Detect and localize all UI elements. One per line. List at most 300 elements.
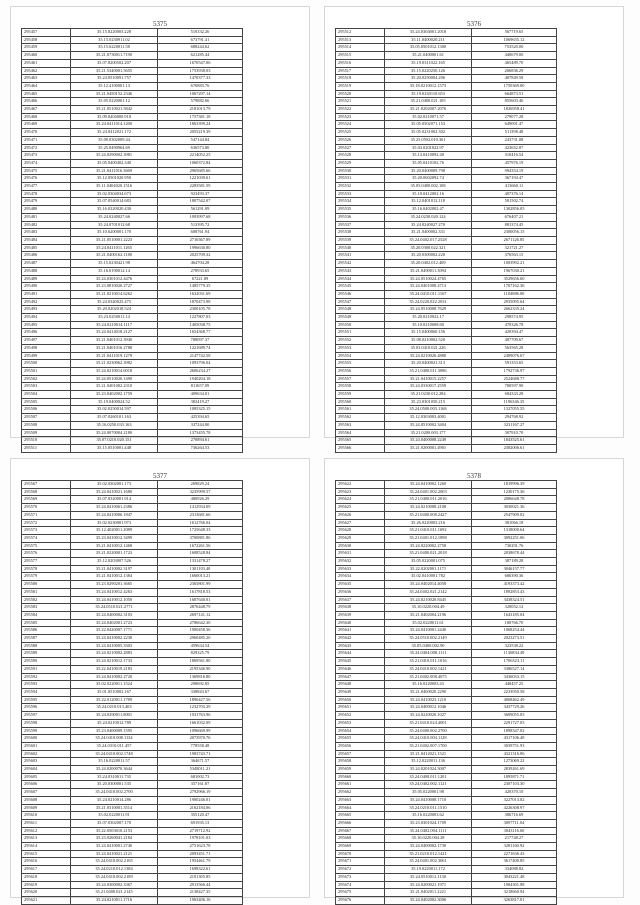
coordinate-cell: 35.24.0402.004.1111 [385,827,472,835]
value-cell: 2086648.78 [472,496,557,504]
coordinate-cell: 35.23.0290201.3665 [71,581,158,589]
coordinate-cell: 35.24.0510.002.2149 [385,635,472,643]
row-id-cell: 295624 [336,496,385,504]
row-id-cell: 295566 [336,444,385,452]
table-row [336,175,557,183]
page-top-right [324,6,624,450]
row-id-cell: 295489 [22,275,71,283]
coordinate-cell: 35.21.0400.011.3086 [385,367,472,375]
value-cell: 1302856.05 [472,206,557,214]
row-id-cell: 295616 [22,858,71,866]
coordinate-cell: 35.24.0210014.286 [71,796,158,804]
table-row [22,183,243,191]
row-id-cell: 295583 [22,604,71,612]
value-cell: 994354.19 [472,167,557,175]
row-id-cell: 295602 [22,750,71,758]
table-row [22,244,243,252]
value-cell: 2382006.61 [472,444,557,452]
coordinate-cell: 35.15.0510001.448 [71,444,158,452]
coordinate-cell: 35.16.0220003.43 [385,681,472,689]
value-cell: 2524688.77 [472,375,557,383]
row-id-cell: 295469 [22,121,71,129]
row-id-cell: 295628 [336,527,385,535]
row-id-cell: 295599 [22,727,71,735]
row-id-cell: 295662 [336,789,385,797]
row-id-cell: 295586 [22,627,71,635]
table-row [336,375,557,383]
row-id-cell: 295558 [336,383,385,391]
value-cell: 2365801.99 [158,581,243,589]
row-id-cell: 295623 [336,488,385,496]
coordinate-cell: 35.16.0220020.430 [71,206,158,214]
row-id-cell: 295563 [336,421,385,429]
coordinate-cell: 35.24.0300002.3367 [71,881,158,889]
coordinate-cell: 35.18.0210012.1573 [385,82,472,90]
table-row [22,896,243,904]
table-row [336,873,557,881]
coordinate-cell: 35.24.0401008.4713 [385,283,472,291]
value-cell: 621285.44 [158,52,243,60]
table-row [336,658,557,666]
coordinate-cell: 35.24.0402014.4058 [385,581,472,589]
value-cell: 1369816.80 [158,673,243,681]
value-cell: 270894.61 [158,437,243,445]
table-row [336,183,557,191]
table-row [22,658,243,666]
value-cell: 4226308.97 [472,804,557,812]
row-id-cell: 295516 [336,59,385,67]
table-row [336,152,557,160]
table-row [22,383,243,391]
row-id-cell: 295552 [336,337,385,345]
value-cell: 4321316.06 [472,750,557,758]
coordinate-cell: 35.05.0220001.98 [385,789,472,797]
coordinate-cell: 35.20.0300.022.321 [385,244,472,252]
value-cell: 736264.53 [158,444,243,452]
coordinate-cell: 35.24.0230.020.124 [385,213,472,221]
row-id-cell: 295500 [22,360,71,368]
table-row [336,511,557,519]
row-id-cell: 295514 [336,44,385,52]
value-cell: 1031763.96 [158,712,243,720]
table-row [22,635,243,643]
value-cell: 2162184.06 [158,804,243,812]
row-id-cell: 295487 [22,260,71,268]
coordinate-cell: 35.15.0230911.02 [71,36,158,44]
coordinate-cell: 35.05.0501012.1300 [385,44,472,52]
coordinate-cell: 35.12.0501020.950 [71,175,158,183]
row-id-cell: 295460 [22,52,71,60]
row-id-cell: 295548 [336,306,385,314]
table-row [336,398,557,406]
coordinate-cell: 35.24.0210012.789 [71,719,158,727]
coordinate-cell: 35.24.0210.012.1384 [71,866,158,874]
row-id-cell: 295519 [336,82,385,90]
value-cell: 2489076.67 [472,352,557,360]
coordinate-cell: 35.22.0120011.1789 [71,696,158,704]
row-id-cell: 295631 [336,550,385,558]
coordinate-cell: 35.07.0210.020.151 [71,437,158,445]
value-cell: 1654368.77 [158,329,243,337]
value-cell: 2214052.25 [158,152,243,160]
table-row [336,360,557,368]
coordinate-cell: 35.21.0410.011.1692 [385,527,472,535]
table-row [22,275,243,283]
value-cell: 547144.84 [158,136,243,144]
table-row [22,260,243,268]
row-id-cell: 295551 [336,329,385,337]
row-id-cell: 295483 [22,229,71,237]
coordinate-cell: 35.24.0410.004.1128 [385,735,472,743]
coordinate-cell: 35.24.0340025.475 [71,298,158,306]
table-row [336,206,557,214]
coordinate-cell: 35.24.0510008.7629 [385,306,472,314]
row-id-cell: 295545 [336,283,385,291]
row-id-cell: 295490 [22,283,71,291]
table-row [336,314,557,322]
coordinate-cell: 35.21.0490011.3094 [385,267,472,275]
value-cell: 1470377.33 [158,75,243,83]
value-cell: 3438324.51 [472,596,557,604]
coordinate-cell: 35.24.0301012.4476 [71,275,158,283]
value-cell: 780597.90 [472,383,557,391]
table-row [336,766,557,774]
coordinate-cell: 35.07.0320001.914 [71,496,158,504]
table-row [336,573,557,581]
row-id-cell: 295635 [336,581,385,589]
table-row [336,306,557,314]
coordinate-cell: 35.20.0400021.313 [385,360,472,368]
value-cell: 1996630.80 [158,244,243,252]
row-id-cell: 295642 [336,635,385,643]
coordinate-cell: 35.05.0400.002.108 [385,183,472,191]
row-id-cell: 295493 [22,306,71,314]
row-id-cell: 295571 [22,511,71,519]
coordinate-cell: 35.21.0510021.5842 [71,106,158,114]
coordinate-cell: 35.24.0510091.757 [71,75,158,83]
table-row [336,704,557,712]
value-cell: 1660013.21 [158,573,243,581]
table-row [22,144,243,152]
row-id-cell: 295512 [336,29,385,37]
table-row [22,283,243,291]
table-row [22,696,243,704]
row-id-cell: 295596 [22,704,71,712]
table-row [336,298,557,306]
table-row [336,391,557,399]
row-id-cell: 295459 [22,44,71,52]
coordinate-cell: 35.21.0410015.2257 [385,375,472,383]
value-cell: 3043221.48 [472,873,557,881]
table-row [22,866,243,874]
value-cell: 563565.28 [472,344,557,352]
row-id-cell: 295466 [22,98,71,106]
row-id-cell: 295636 [336,588,385,596]
row-id-cell: 295671 [336,858,385,866]
row-id-cell: 295656 [336,742,385,750]
row-id-cell: 295539 [336,236,385,244]
table-row [336,627,557,635]
row-id-cell: 295530 [336,167,385,175]
value-cell: 2291727.03 [472,719,557,727]
coordinate-cell: 35.21.0400001.61 [385,52,472,60]
page-number: 5377 [153,472,167,480]
coordinate-cell: 35.24.0402002.3006 [385,896,472,904]
coordinate-cell: 35.02.0220011.61 [385,619,472,627]
coordinate-cell: 35.20.0210022.17 [385,314,472,322]
coordinate-cell: 35.24.0410002.2238 [71,635,158,643]
value-cell: 338843.67 [158,688,243,696]
coordinate-cell: 35.24.0200070.3644 [71,766,158,774]
table-row [22,59,243,67]
coordinate-cell: 35.23.0260041.2184 [71,835,158,843]
value-cell: 1900458.36 [158,627,243,635]
row-id-cell: 295535 [336,206,385,214]
row-id-cell: 295461 [22,59,71,67]
value-cell: 1104886.00 [472,290,557,298]
value-cell: 2101305.85 [158,873,243,881]
row-id-cell: 295648 [336,681,385,689]
table-row [22,236,243,244]
table-row [336,796,557,804]
row-id-cell: 295619 [22,881,71,889]
table-row [22,827,243,835]
value-cell: 2662335.24 [472,306,557,314]
value-cell: 2138427.35 [158,889,243,897]
value-cell: 1093997.68 [158,213,243,221]
coordinate-cell: 35.21.0410012.1468 [71,542,158,550]
table-row [336,344,557,352]
row-id-cell: 295527 [336,144,385,152]
page-bottom-left [10,458,310,902]
table-row [22,44,243,52]
table-row [336,881,557,889]
coordinate-cell: 35.24.0410.002.2700 [71,789,158,797]
coordinate-cell: 35.21.0730011.7190 [71,52,158,60]
row-id-cell: 295501 [22,367,71,375]
value-cell: 1069635.12 [472,36,557,44]
coordinate-cell: 35.21.0401012.3940 [71,337,158,345]
coordinate-cell: 35.24.0510024.4765 [385,275,472,283]
table-row [336,519,557,527]
table-row [336,121,557,129]
row-id-cell: 295478 [22,190,71,198]
coordinate-cell: 35.21.0202007.2076 [385,106,472,114]
value-cell: 510332.26 [158,29,243,37]
coordinate-cell: 35.07.0540014.683 [71,198,158,206]
coordinate-cell: 35.21.0402004.2196 [385,611,472,619]
value-cell: 1003992.21 [472,260,557,268]
value-cell: 423652.87 [472,144,557,152]
coordinate-cell: 35.09.0404000.918 [71,113,158,121]
value-cell: 1230175.36 [472,488,557,496]
coordinate-cell: 35.24.0410005.3303 [71,642,158,650]
row-id-cell: 295593 [22,681,71,689]
table-row [336,198,557,206]
table-row [336,190,557,198]
row-id-cell: 295632 [336,558,385,566]
table-row [336,889,557,897]
table-row [336,488,557,496]
coordinate-cell: 35.24.0330017.2559 [385,383,472,391]
table-row [22,290,243,298]
table-row [336,59,557,67]
row-id-cell: 295605 [22,773,71,781]
table-row [336,650,557,658]
coordinate-cell: 35.21.0412021.1521 [385,750,472,758]
table-row [336,812,557,820]
table-row [22,796,243,804]
table-row [336,437,557,445]
value-cell: 3030021.36 [472,504,557,512]
row-id-cell: 295652 [336,712,385,720]
coordinate-cell: 35.23.0301024.1709 [385,819,472,827]
coordinate-cell: 35.05.0400402.340 [71,159,158,167]
row-id-cell: 295579 [22,573,71,581]
value-cell: 487709.67 [472,337,557,345]
row-id-cell: 295507 [22,414,71,422]
table-row [22,106,243,114]
coordinate-cell: 35.21.0402.008.4075 [385,673,472,681]
row-id-cell: 295491 [22,290,71,298]
value-cell: 448457.25 [472,681,557,689]
coordinate-cell: 35.24.0411014.1200 [71,121,158,129]
table-row [22,229,243,237]
row-id-cell: 295654 [336,727,385,735]
row-id-cell: 295626 [336,511,385,519]
coordinate-cell: 35.24.0210011.1716 [71,896,158,904]
value-cell: 3386527.14 [472,665,557,673]
value-cell: 67221.89 [158,275,243,283]
coordinate-cell: 35.20.0202018.524 [71,306,158,314]
coordinate-cell: 35.24.0290002.3981 [71,152,158,160]
row-id-cell: 295606 [22,781,71,789]
value-cell: 2093451.71 [158,850,243,858]
table-row [336,236,557,244]
table-row [336,337,557,345]
value-cell: 321721.27 [472,244,557,252]
row-id-cell: 295546 [336,290,385,298]
row-id-cell: 295542 [336,260,385,268]
table-row [22,90,243,98]
row-id-cell: 295526 [336,136,385,144]
table-row [22,252,243,260]
row-id-cell: 295674 [336,881,385,889]
row-id-cell: 295521 [336,98,385,106]
value-cell: 1890427.56 [158,696,243,704]
row-id-cell: 295620 [22,889,71,897]
parcel-table [335,28,557,453]
table-row [336,735,557,743]
page-number: 5375 [153,20,167,28]
table-row [336,742,557,750]
coordinate-cell: 35.24.0500.003.1168 [385,406,472,414]
row-id-cell: 295484 [22,236,71,244]
value-cell: 2271636.43 [472,850,557,858]
row-id-cell: 295472 [22,144,71,152]
coordinate-cell: 35.02.0220011.1524 [71,681,158,689]
row-id-cell: 295522 [336,106,385,114]
table-row [336,611,557,619]
coordinate-cell: 35.15.6220011.58 [71,44,158,52]
row-id-cell: 295463 [22,75,71,83]
coordinate-cell: 35.24.0210008.2108 [385,504,472,512]
table-row [336,267,557,275]
table-row [336,44,557,52]
coordinate-cell: 35.21.0400.021.2018 [385,550,472,558]
table-row [22,337,243,345]
coordinate-cell: 35.24.0701012.68 [71,221,158,229]
table-row [336,681,557,689]
value-cell: 4317106.48 [472,735,557,743]
coordinate-cell: 35.16.0220011.57 [71,758,158,766]
coordinate-cell: 35.12.0220011.136 [385,758,472,766]
value-cell: 2025709.32 [158,252,243,260]
table-row [22,558,243,566]
row-id-cell: 295577 [22,558,71,566]
value-cell: 1706323.11 [472,658,557,666]
row-id-cell: 295637 [336,596,385,604]
coordinate-cell: 35.24.0070004.2180 [71,429,158,437]
value-cell: 1670547.06 [158,59,243,67]
table-row [22,804,243,812]
page-bottom-right [324,458,624,902]
value-cell: 2913566.44 [158,881,243,889]
table-row [336,444,557,452]
value-cell: 923493.37 [158,190,243,198]
table-row [22,329,243,337]
table-row [22,267,243,275]
value-cell: 376563.15 [472,252,557,260]
table-row [336,781,557,789]
coordinate-cell: 35.12.0203007.526 [71,558,158,566]
coordinate-cell: 35.15.0230421.98 [71,260,158,268]
value-cell: 243731.08 [472,136,557,144]
table-row [22,213,243,221]
coordinate-cell: 35.24.0402.002.1121 [385,781,472,789]
row-id-cell: 295515 [336,52,385,60]
value-cell: 307910.70 [472,429,557,437]
row-id-cell: 295630 [336,542,385,550]
coordinate-cell: 35.24.0201024.3007 [385,766,472,774]
row-id-cell: 295462 [22,67,71,75]
value-cell: 425394.65 [158,414,243,422]
table-row [22,843,243,851]
coordinate-cell: 35.24.0200021.1971 [385,881,472,889]
value-cell: 778558.48 [158,742,243,750]
coordinate-cell: 35.20.0300001.535 [71,781,158,789]
row-id-cell: 295668 [336,835,385,843]
row-id-cell: 295587 [22,635,71,643]
value-cell: 1863399.24 [158,121,243,129]
table-row [22,496,243,504]
coordinate-cell: 35.24.0210020.8445 [385,596,472,604]
coordinate-cell: 35.19.0311022.165 [385,59,472,67]
page-number: 5376 [467,20,481,28]
value-cell: 465489.70 [472,59,557,67]
row-id-cell: 295529 [336,159,385,167]
value-cell: 3235999.57 [158,488,243,496]
value-cell: 2792966.19 [158,789,243,797]
table-row [336,252,557,260]
table-row [336,542,557,550]
row-id-cell: 295582 [22,596,71,604]
table-row [336,635,557,643]
table-row [336,329,557,337]
row-id-cell: 295666 [336,819,385,827]
table-row [22,344,243,352]
row-id-cell: 295528 [336,152,385,160]
